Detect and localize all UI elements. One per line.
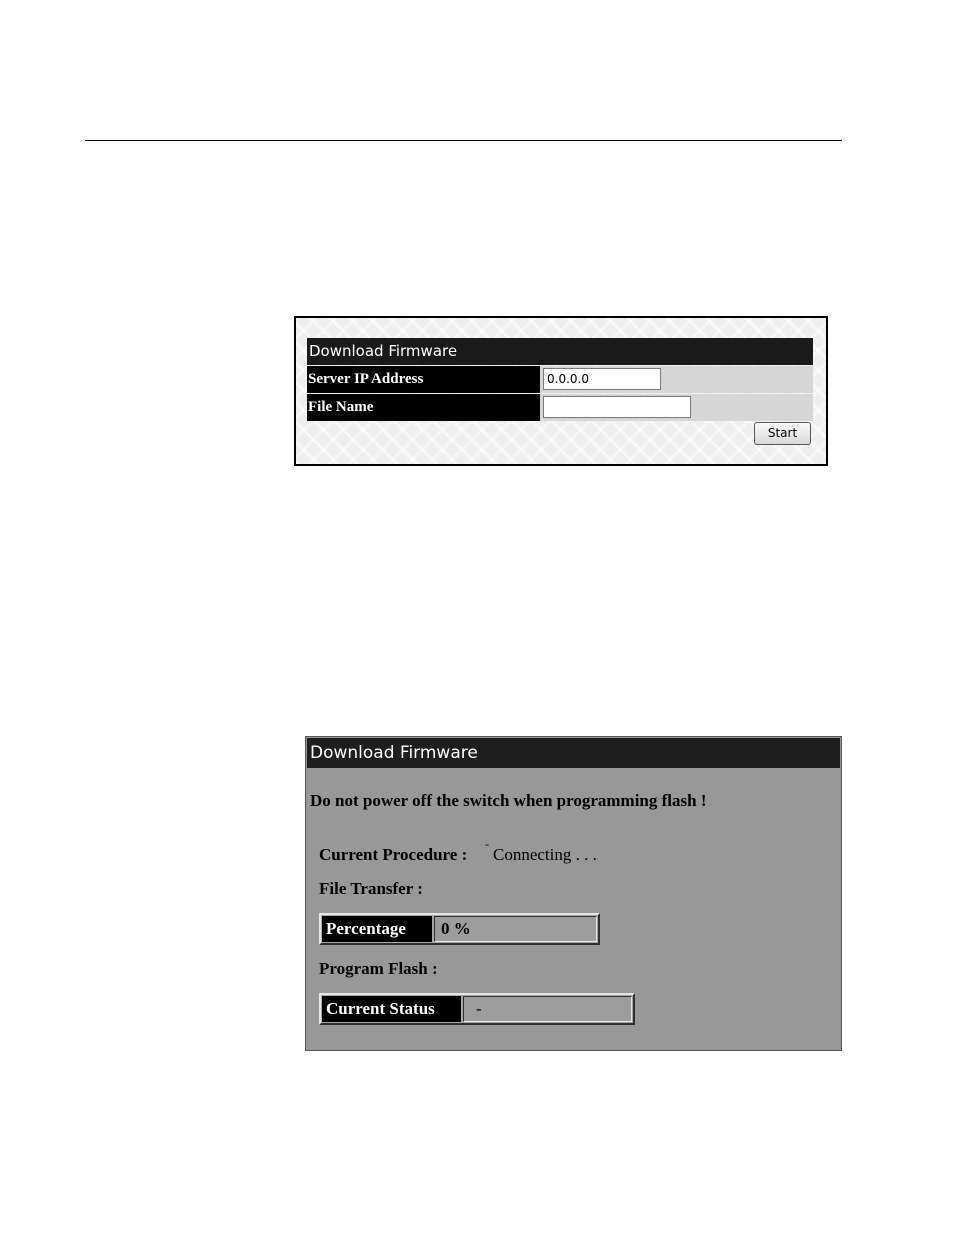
file-name-row bbox=[307, 394, 813, 421]
current-status-field bbox=[319, 993, 635, 1025]
current-status-value: - bbox=[463, 996, 632, 1022]
server-ip-row bbox=[307, 366, 813, 393]
current-procedure-value: Connecting . . . bbox=[493, 845, 597, 864]
current-procedure-label: Current Procedure : bbox=[319, 845, 468, 864]
current-procedure-mark: - bbox=[485, 837, 489, 851]
percentage-value: 0 % bbox=[434, 916, 597, 942]
progress-panel-title: Download Firmware bbox=[307, 738, 840, 768]
server-ip-input[interactable] bbox=[543, 368, 661, 390]
file-name-label: File Name bbox=[307, 394, 540, 421]
file-name-input[interactable] bbox=[543, 396, 691, 418]
file-name-cell bbox=[540, 394, 813, 421]
percentage-field bbox=[319, 913, 600, 945]
start-button[interactable]: Start bbox=[754, 422, 811, 445]
section-rule bbox=[85, 140, 842, 141]
program-flash-label: Program Flash : bbox=[319, 959, 438, 978]
download-firmware-progress-panel bbox=[305, 736, 842, 1051]
current-status-label: Current Status bbox=[322, 996, 461, 1022]
server-ip-label: Server IP Address bbox=[307, 366, 540, 393]
percentage-label: Percentage bbox=[322, 916, 432, 942]
form-panel-title: Download Firmware bbox=[307, 338, 813, 365]
download-firmware-form-panel bbox=[294, 316, 828, 466]
power-warning-text: Do not power off the switch when programming flash ! bbox=[310, 791, 707, 810]
server-ip-cell bbox=[540, 366, 813, 393]
file-transfer-label: File Transfer : bbox=[319, 879, 423, 898]
